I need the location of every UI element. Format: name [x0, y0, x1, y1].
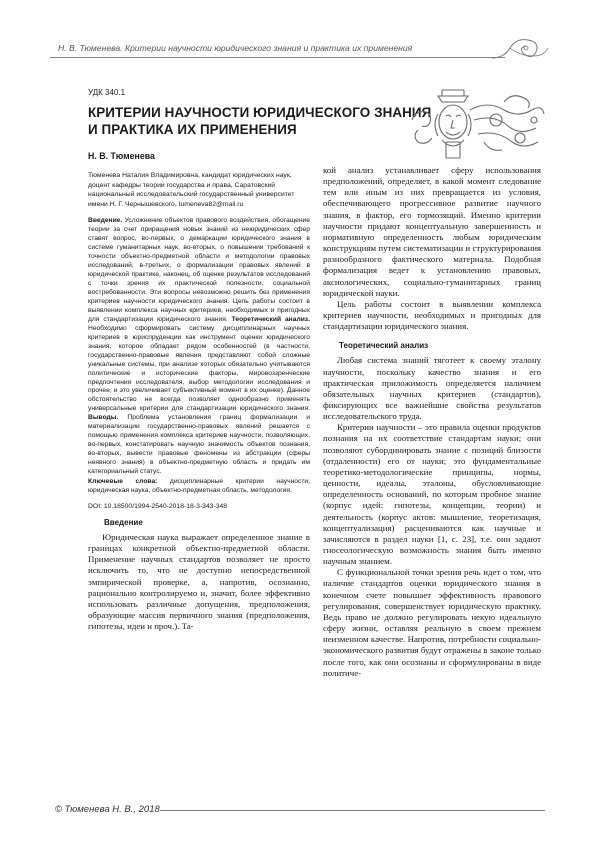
abstract-conclusions-text: Проблема установления границ формализации и материализации государственно-правовых явлений решается с помощью применения комплекса критериев научности, позволяющих, во-первых, констатировать научную значимость объектов познания, во-вторых, вывести правовые феномены из абстракции (сферы неявного знания) в объектно-предметную область и придать им категориальный статус.	[88, 414, 310, 476]
footer-rule	[160, 810, 545, 811]
keywords-lead: Ключевые слова:	[88, 478, 158, 486]
author-affiliation: Тюменева Наталия Владимировна, кандидат юридических наук, доцент кафедры теории государства и права, Саратовский национальный исследовательский государственный университет имени Н. Г. Чернышевского, tumeneva82@mail.ru	[88, 172, 295, 208]
abstract	[88, 217, 310, 477]
intro-body	[88, 532, 310, 632]
paragraph: Любая система знаний тяготеет к своему эталону научности, поскольку качество знания и его практическая приложимость определяется наличием обязательных научных критериев (стандартов), фиксирующих все важнейшие свойства результатов исследовательского труда.	[323, 355, 541, 422]
header-rule	[50, 57, 505, 58]
paragraph: кой анализ устанавливает сферу использования предположений, определяет, в какой момент следование тем или иным из них превращается из условия, обеспечивающего прогрессивное развитие научного знания, в фактор, его тормозящий. Именно критерии научности придают концептуальную завершенность и нормативную определенность любым юридическим конструкциям путем систематизации и структурирования разнообразного фактического материала. Подобная формализация ведет к установлению правовых, аксиологических, социально-гуманитарных границ юридической науки.	[323, 165, 541, 298]
ornament-icon	[490, 34, 550, 64]
author-name: Н. В. Тюменева	[88, 151, 155, 161]
section-heading-theory: Теоретический анализ	[339, 341, 429, 351]
abstract-intro-text: Усложнение объектов правового воздействия, обогащение теории за счет приращения новых знаний из неюридических сфер ставят вопрос, во-первых, о демаркации юридического знания в системе гуманитарных наук, во-вторых, о повышении требований к точности объектно-предметной области и методологии правовых исследований, в-третьих, о формализации правовых явлений в юридической практике, наконец, об оценке результатов исследований с точки зрения их практической полезности, социальной востребованности. Эти вопросы невозможно решить без применения критериев научности юридического знания. Цель работы состоит в выявлении комплекса научных критериев, необходимых и пригодных для стандартизации юридического знания.	[88, 217, 310, 323]
abstract-intro-lead: Введение.	[88, 217, 123, 225]
left-column	[88, 171, 310, 632]
running-title: Н. В. Тюменева. Критерии научности юридического знания и практика их применения	[58, 43, 413, 53]
keywords-text: дисциплинарные критерии научности, юридическая наука, объектно-предметная область, методология.	[88, 478, 310, 494]
keywords	[88, 478, 310, 496]
paragraph: Цель работы состоит в выявлении комплекса критериев научности, необходимых и пригодных для стандартизации юридического знания.	[323, 298, 541, 332]
doi: DOI: 10.18500/1994-2540-2018-18-3-343-348	[88, 502, 228, 510]
copyright: © Тюменева Н. В., 2018	[55, 804, 160, 815]
title-line-2: И ПРАКТИКА ИХ ПРИМЕНЕНИЯ	[88, 122, 297, 137]
theory-body	[323, 355, 541, 679]
abstract-theory-lead: Теоретический анализ.	[231, 315, 310, 323]
paragraph: Юридическая наука выражает определенное знание в границах конкретной объектно-предметной области. Применение научных стандартов позволяет не просто исключить то, что не доступно непосредственной эмпирической проверке, а, напротив, осознанно, рационально контролируемо и, значит, более эффективно использовать различные допущения, предположения, образующие массив первичного знания (предположения, гипотезы, идеи и проч.). Та-	[88, 531, 310, 632]
section-heading-intro: Введение	[104, 517, 143, 527]
paragraph: С функциональной точки зрения речь идет о том, что наличие стандартов оценки юридического знания в конечном счете повышает эффективность правового регулирования, совершенствует юридическую практику. Ведь право не должно регулировать некую идеальную сферу жизни, оставляя реальную в своем прежнем неизменном качестве. Напротив, потребности социально-экономического развития будут отражены в законе только после того, как они осознаны и сформулированы в виде политиче-	[323, 567, 541, 678]
udc-code: УДК 340.1	[88, 88, 126, 97]
title-line-1: КРИТЕРИИ НАУЧНОСТИ ЮРИДИЧЕСКОГО ЗНАНИЯ	[88, 105, 432, 120]
article-title	[88, 104, 432, 138]
abstract-theory-text: Необходимо сформировать систему дисциплинарных научных критериев в юриспруденции как инструмент оценки юридического знания, которое обладает рядом особенностей (в частности, государственно-правовые явления представляют собой сложные уникальные системы, при анализе которых обязательно учитываются политические и исторические факторы, мировоззренческие предпочтения исследователя, выбор методологии исследования и прочее, и это увеличивает субъективный момент в их оценке). Данное обстоятельство не всегда позволяет однообразно применять универсальные критерии для стандартизации юридического знания.	[88, 324, 310, 413]
right-column	[323, 165, 541, 679]
running-header	[50, 40, 550, 58]
paragraph: Критерии научности – это правила оценки продуктов познания на их соответствие стандартам науки; они позволяют субординировать знание с позиций близости (отдаленности) его от науки; это фундаментальные теоретико-методологические принципы, нормы, ценности, идеалы, эталоны, обусловливающие определенность оснований, по которым пробное знание (корпус идей: гипотезы, концепции, теории) и деятельность (корпус актов: мышление, теоретизация, концептуализация) расцениваются как научные и зачисляются в раздел науки [1, с. 23], т.е. они задают гносеологическую возможность знания быть именно научным знанием.	[323, 422, 541, 567]
lion-emblem-icon	[408, 80, 548, 162]
right-body	[323, 165, 541, 332]
abstract-conclusions-lead: Выводы.	[88, 414, 119, 422]
